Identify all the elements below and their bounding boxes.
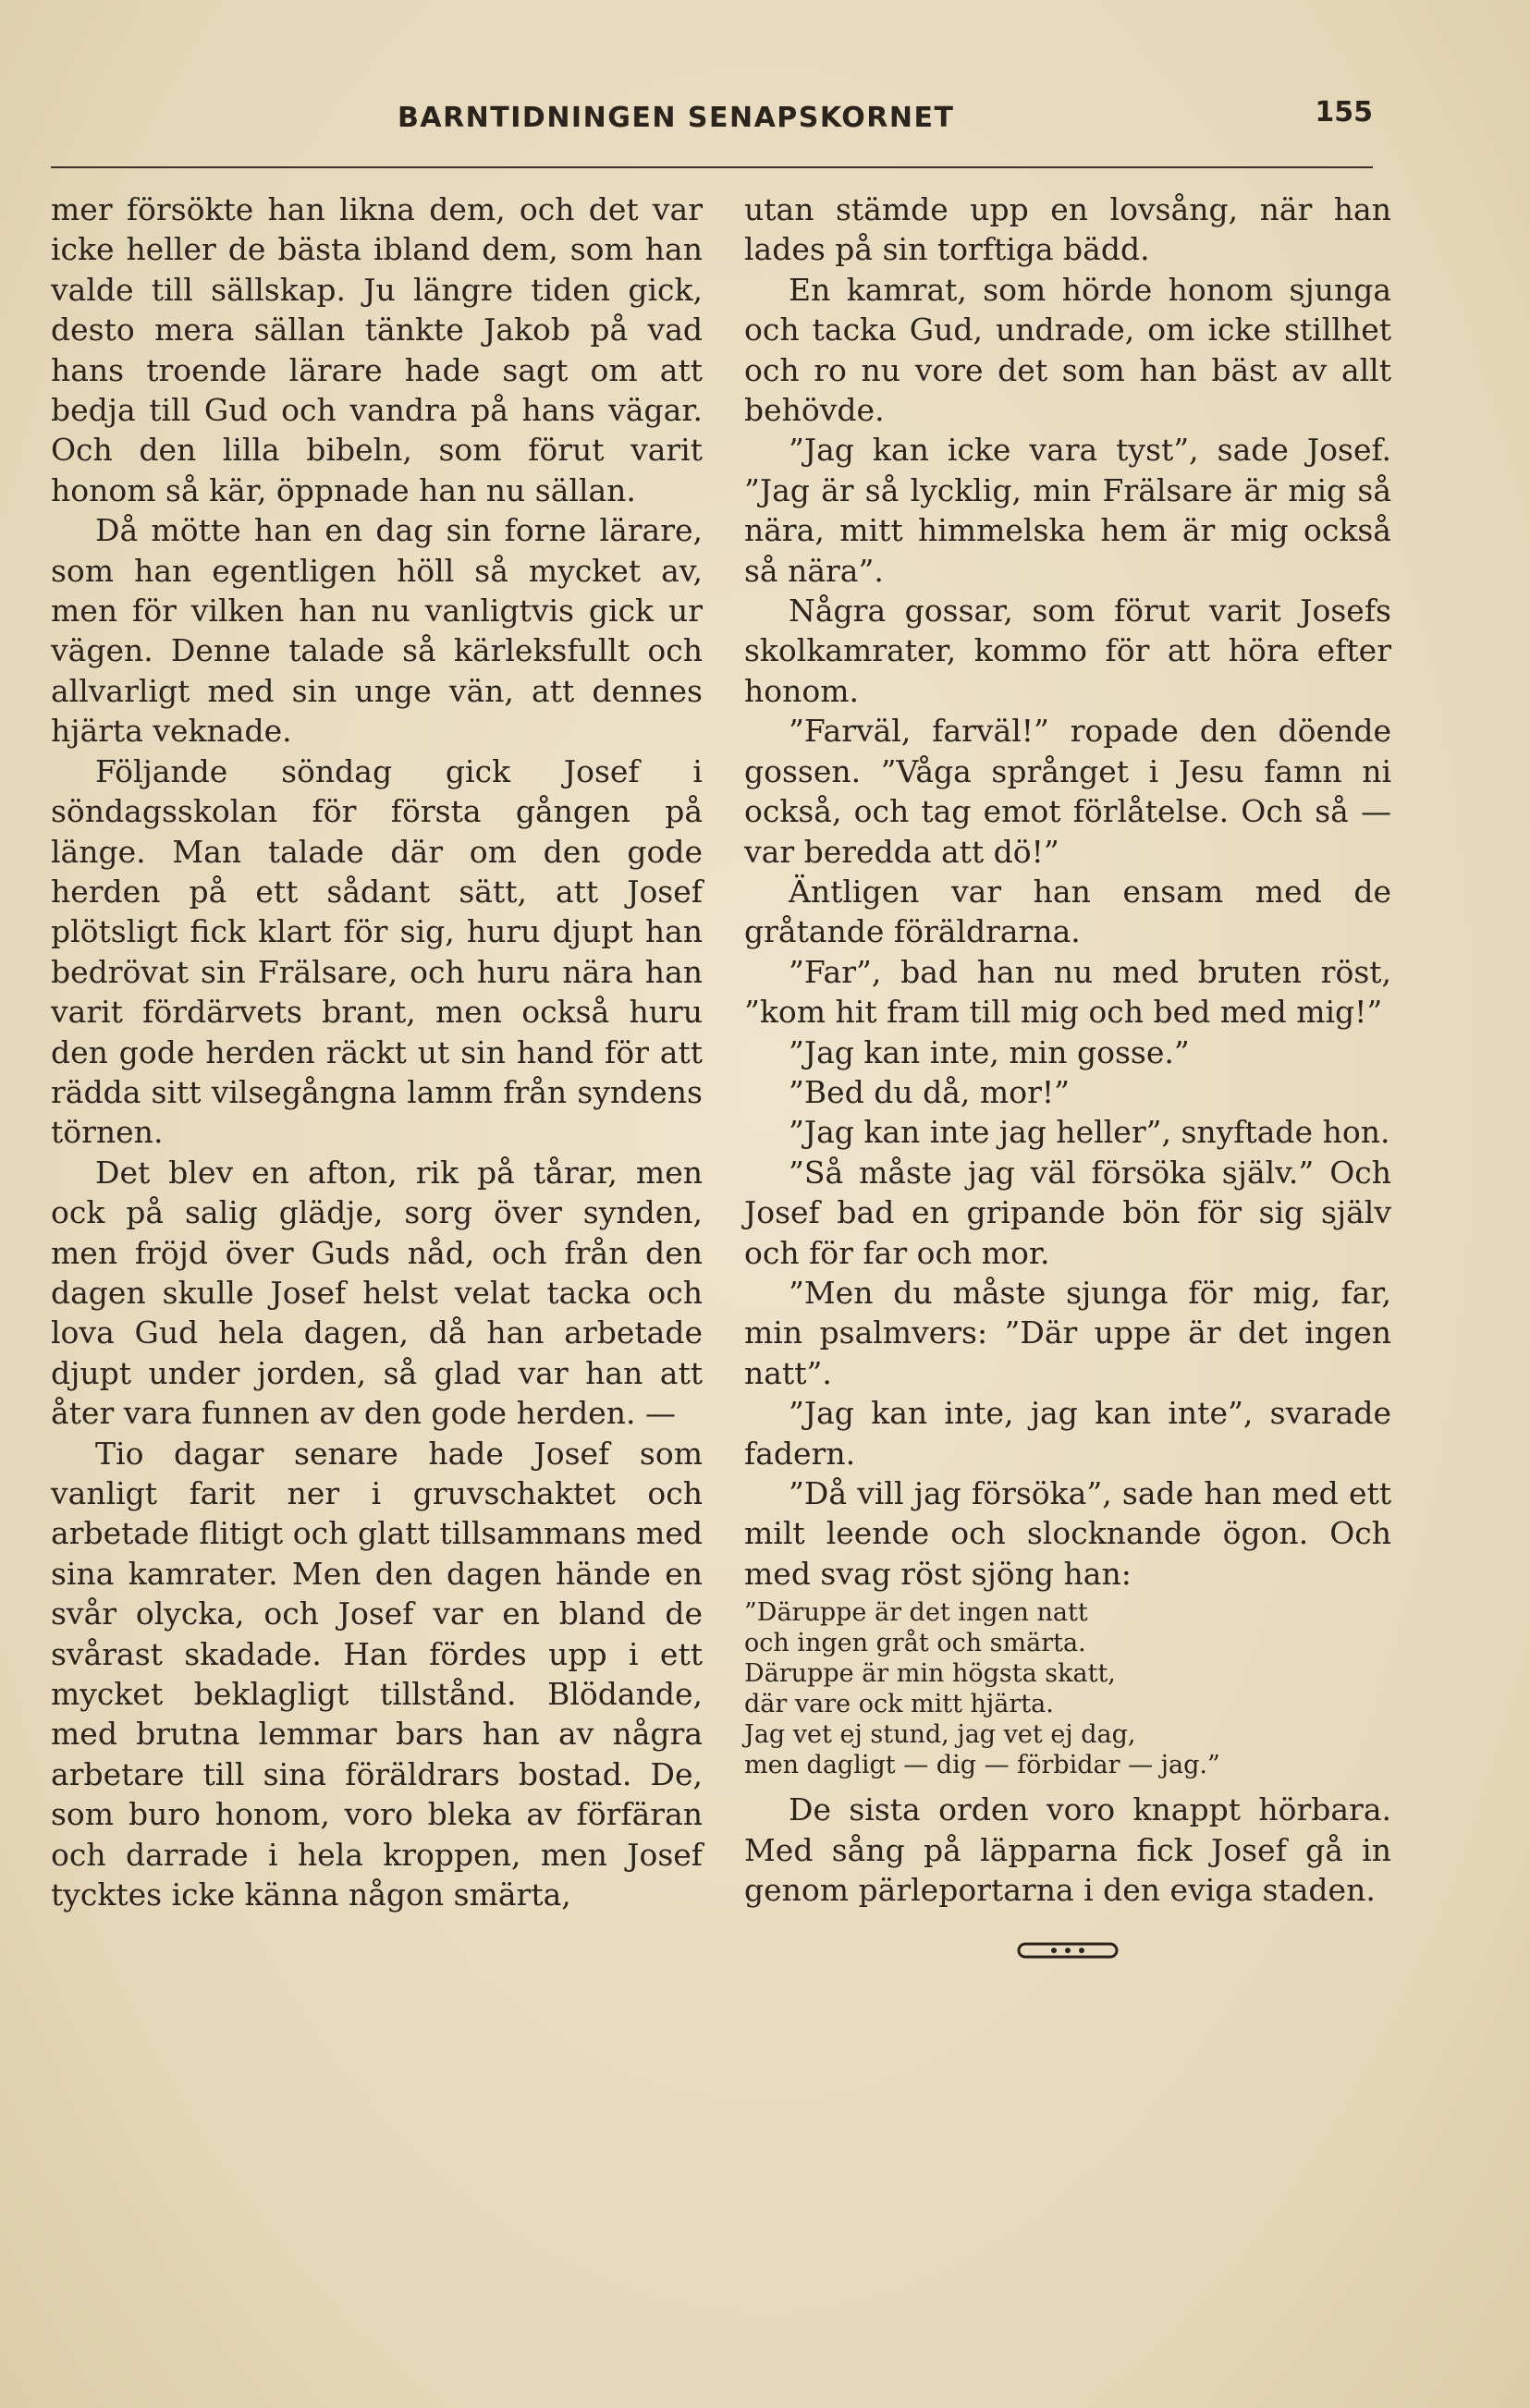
paragraph: ”Jag kan icke vara tyst”, sade Josef. ”Jag är så lycklig, min Frälsare är mig så nära, mitt himmelska hem är mig också så nära”. <box>744 432 1391 589</box>
right-column <box>744 189 1391 1960</box>
paragraph: ”Jag kan inte, min gosse.” <box>789 1033 1190 1070</box>
poem-line: och ingen gråt och smärta. <box>744 1629 1086 1658</box>
poem-line: där vare ock mitt hjärta. <box>744 1690 1054 1719</box>
paragraph: En kamrat, som hörde honom sjunga och tacka Gud, undrade, om icke stillhet och ro nu vore det som han bäst av allt behövde. <box>744 271 1391 429</box>
running-title: BARNTIDNINGEN SENAPSKORNET <box>398 102 955 134</box>
paragraph: Några gossar, som förut varit Josefs skolkamrater, kommo för att höra efter honom. <box>744 593 1391 709</box>
page-header <box>51 92 1373 168</box>
paragraph: Då mötte han en dag sin forne lärare, som han egentligen höll så mycket av, men för vilken han nu vanligtvis gick ur vägen. Denne talade så kärleksfullt och allvarligt med sin unge vän, att dennes hjärta veknade. <box>51 512 703 750</box>
closing-paragraph: De sista orden voro knappt hörbara. Med sång på läpparna fick Josef gå in genom pärleportarna i den eviga staden. <box>744 1791 1391 1909</box>
end-ornament-icon <box>1017 1941 1119 1960</box>
paragraph: ”Så måste jag väl försöka själv.” Och Josef bad en gripande bön för sig själv och för far och mor. <box>744 1154 1391 1271</box>
page-number: 155 <box>1315 96 1373 128</box>
paragraph: ”Men du måste sjunga för mig, far, min psalmvers: ”Där uppe är det ingen natt”. <box>744 1274 1391 1391</box>
paragraph: ”Jag kan inte, jag kan inte”, svarade fadern. <box>744 1395 1391 1472</box>
left-column <box>51 189 703 1914</box>
poem-line: men dagligt — dig — förbidar — jag.” <box>744 1751 1220 1780</box>
poem-line: ”Däruppe är det ingen natt <box>744 1598 1088 1628</box>
paragraph: Följande söndag gick Josef i söndagsskolan för första gången på länge. Man talade där om den gode herden på ett sådant sätt, att Josef plötsligt fick klart för sig, huru djupt han bedrövat sin Frälsare, och huru nära han varit fördärvets brant, men också huru den gode herden räckt ut sin hand för att rädda sitt vilsegångna lamm från syndens törnen. <box>51 752 703 1151</box>
paragraph: ”Far”, bad han nu med bruten röst, ”kom hit fram till mig och bed med mig!” <box>744 953 1391 1031</box>
paragraph: Det blev en afton, rik på tårar, men ock på salig glädje, sorg över synden, men fröjd över Guds nåd, och från den dagen skulle Josef helst velat tacka och lova Gud hela dagen, då han arbetade djupt under jorden, så glad var han att åter vara funnen av den gode herden. — <box>51 1154 703 1432</box>
paragraph: mer försökte han likna dem, och det var icke heller de bästa ibland dem, som han valde till sällskap. Ju längre tiden gick, desto mera sällan tänkte Jakob på vad hans troende lärare hade sagt om att bedja till Gud och vandra på hans vägar. Och den lilla bibeln, som förut varit honom så kär, öppnade han nu sällan. <box>51 191 703 508</box>
paragraph: Tio dagar senare hade Josef som vanligt farit ner i gruvschaktet och arbetade flitigt och glatt tillsammans med sina kamrater. Men den dagen hände en svår olycka, och Josef var en bland de svårast skadade. Han fördes upp i ett mycket beklagligt tillstånd. Blödande, med brutna lemmar bars han av några arbetare till sina föräldrars bostad. De, som buro honom, voro bleka av förfäran och darrade i hela kroppen, men Josef tycktes icke känna någon smärta, <box>51 1435 703 1913</box>
paragraph: ”Jag kan inte jag heller”, snyftade hon. <box>789 1114 1390 1151</box>
poem-line: Däruppe är min högsta skatt, <box>744 1659 1116 1689</box>
paragraph: ”Bed du då, mor!” <box>789 1073 1070 1110</box>
poem-line: Jag vet ej stund, jag vet ej dag, <box>744 1720 1136 1750</box>
paragraph: utan stämde upp en lovsång, när han lades på sin torftiga bädd. <box>744 191 1391 268</box>
paragraph: ”Farväl, farväl!” ropade den döende gossen. ”Våga språnget i Jesu famn ni också, och tag emot förlåtelse. Och så — var beredda att dö!” <box>744 713 1391 870</box>
poem-verse <box>744 1597 1391 1780</box>
paragraph: ”Då vill jag försöka”, sade han med ett milt leende och slocknande ögon. Och med svag röst sjöng han: <box>744 1475 1391 1592</box>
paragraph: Äntligen var han ensam med de gråtande föräldrarna. <box>744 873 1391 950</box>
